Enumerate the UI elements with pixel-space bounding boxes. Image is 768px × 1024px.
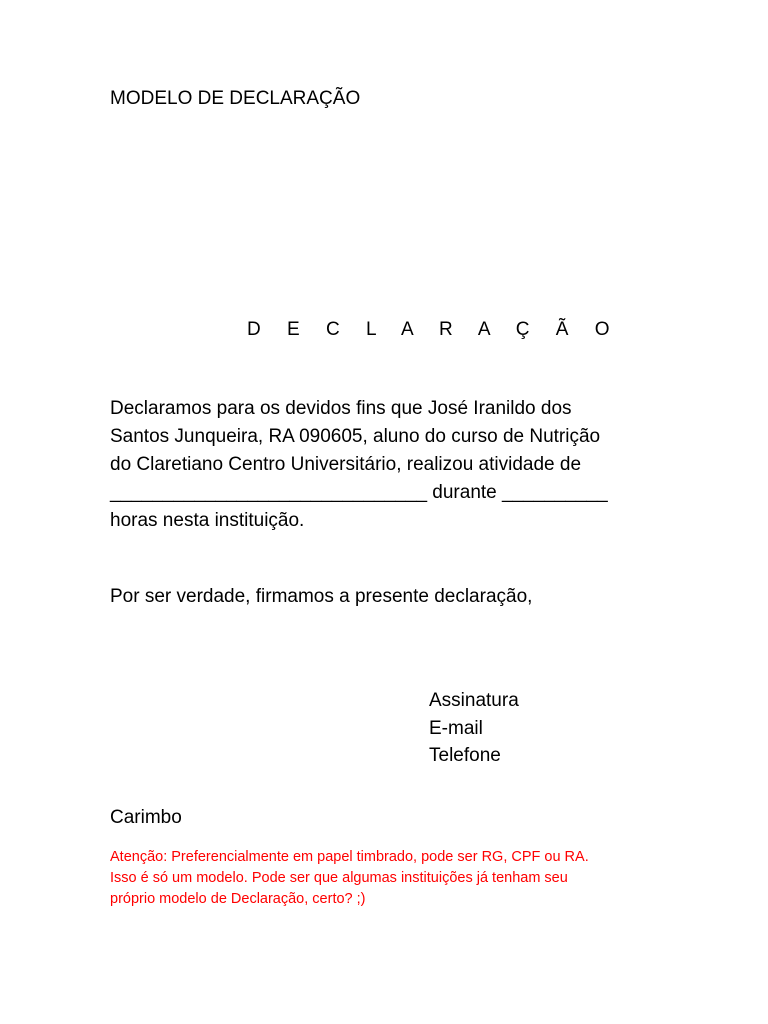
document-heading: MODELO DE DECLARAÇÃO	[110, 88, 361, 109]
body-line: horas nesta instituição.	[110, 510, 305, 531]
notice-line: Isso é só um modelo. Pode ser que algumas instituições já tenham seu	[110, 870, 568, 886]
phone-label: Telefone	[429, 745, 501, 766]
email-label: E-mail	[429, 717, 483, 739]
body-line: do Claretiano Centro Universitário, realizou atividade de	[110, 454, 582, 475]
attention-notice	[110, 847, 710, 910]
body-line-blanks: ______________________________ durante __________	[110, 482, 608, 503]
notice-line: próprio modelo de Declaração, certo? ;)	[110, 891, 366, 907]
signature-label: Assinatura	[429, 690, 519, 711]
body-line: Santos Junqueira, RA 090605, aluno do curso de Nutrição	[110, 426, 601, 447]
closing-sentence: Por ser verdade, firmamos a presente declaração,	[110, 586, 533, 607]
signature-block	[429, 687, 519, 770]
declaration-title: D E C L A R A Ç Ã O	[247, 319, 621, 340]
declaration-body	[110, 395, 670, 535]
stamp-label: Carimbo	[110, 807, 182, 828]
body-line: Declaramos para os devidos fins que José Iranildo dos	[110, 398, 572, 419]
notice-line: Atenção: Preferencialmente em papel timbrado, pode ser RG, CPF ou RA.	[110, 849, 589, 865]
